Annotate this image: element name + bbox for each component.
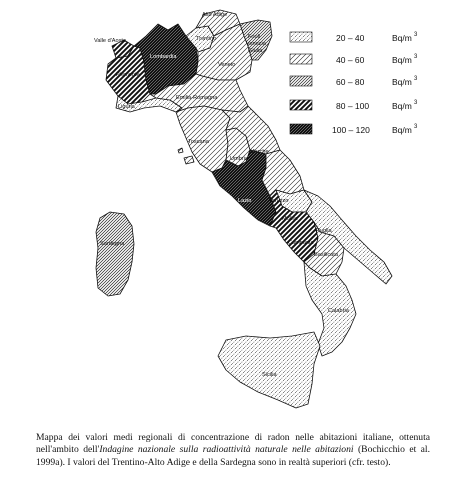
label-sardegna: Sardegna xyxy=(100,241,125,247)
legend-unit-exponent: 3 xyxy=(414,54,418,60)
regions-layer xyxy=(96,10,392,408)
label-piemonte: Piemonte xyxy=(116,72,140,78)
label-puglia: Puglia xyxy=(316,228,332,234)
region-sardegna[interactable] xyxy=(96,212,134,296)
legend-swatch xyxy=(290,100,312,110)
island-capraia xyxy=(178,148,183,153)
label-liguria: Liguria xyxy=(118,104,135,110)
legend-swatch xyxy=(290,54,312,64)
legend-range: 20 – 40 xyxy=(336,33,365,43)
legend-unit: Bq/m xyxy=(392,77,412,87)
legend-unit: Bq/m xyxy=(392,33,412,43)
label-trentino: Trentino xyxy=(196,36,217,42)
legend-range: 40 – 60 xyxy=(336,55,365,65)
caption-text-b: (Bochicchio et al. 1999a). I valori del Trentino-Alto Adige e della Sardegna sono in realtà superiori (cfr. testo). xyxy=(36,444,431,468)
label-veneto: Veneto xyxy=(218,62,236,68)
region-sicilia[interactable] xyxy=(218,332,320,408)
label-umbria: Umbria xyxy=(230,156,249,162)
caption-italic-title: Indagine nazionale sulla radioattività naturale nelle abitazioni xyxy=(99,444,354,456)
legend-range: 60 – 80 xyxy=(336,77,365,87)
label-friuli-line-1: Friuli xyxy=(248,34,261,40)
legend-unit-exponent: 3 xyxy=(414,32,418,38)
legend-unit: Bq/m xyxy=(392,55,412,65)
legend xyxy=(290,32,418,135)
legend-unit: Bq/m xyxy=(392,101,412,111)
label-lazio: Lazio xyxy=(238,198,252,204)
legend-swatch xyxy=(290,32,312,42)
legend-item xyxy=(290,54,418,65)
legend-item xyxy=(290,76,418,87)
label-abruzzo: Abruzzo xyxy=(268,198,289,204)
region-abruzzo[interactable] xyxy=(262,150,304,196)
figure-caption xyxy=(36,432,430,469)
legend-range: 80 – 100 xyxy=(336,101,370,111)
island-elba xyxy=(184,156,194,164)
label-sicilia: Sicilia xyxy=(262,372,277,378)
legend-item xyxy=(290,32,418,43)
label-calabria: Calabria xyxy=(328,308,349,314)
legend-item xyxy=(290,124,418,135)
label-friuli-line-3: Giulia xyxy=(248,48,263,54)
legend-range: 100 – 120 xyxy=(332,125,370,135)
label-emilia-romagna: Emilia-Romagna xyxy=(176,95,218,101)
legend-unit-exponent: 3 xyxy=(414,100,418,106)
label-campania: Campania xyxy=(288,240,314,246)
caption-text-a: Mappa dei valori medi regionali di concentrazione di radon nelle abitazioni italiane, ottenuta nell'ambito dell' xyxy=(36,432,430,456)
legend-unit-exponent: 3 xyxy=(414,124,418,130)
label-toscana: Toscana xyxy=(188,139,209,145)
legend-unit-exponent: 3 xyxy=(414,76,418,82)
label-friuli-line-2: Venezia xyxy=(246,41,266,47)
label-alto-adige: Alto Adige xyxy=(202,12,228,18)
legend-item xyxy=(290,100,418,111)
label-valle-d-aosta: Valle d'Aosta xyxy=(94,38,127,44)
legend-swatch xyxy=(290,76,312,86)
label-lombardia: Lombardia xyxy=(150,54,177,60)
label-basilicata: Basilicata xyxy=(314,252,338,258)
label-marche: Marche xyxy=(250,149,269,155)
label-molise: Molise xyxy=(282,216,299,222)
legend-swatch xyxy=(290,124,312,134)
legend-unit: Bq/m xyxy=(392,125,412,135)
